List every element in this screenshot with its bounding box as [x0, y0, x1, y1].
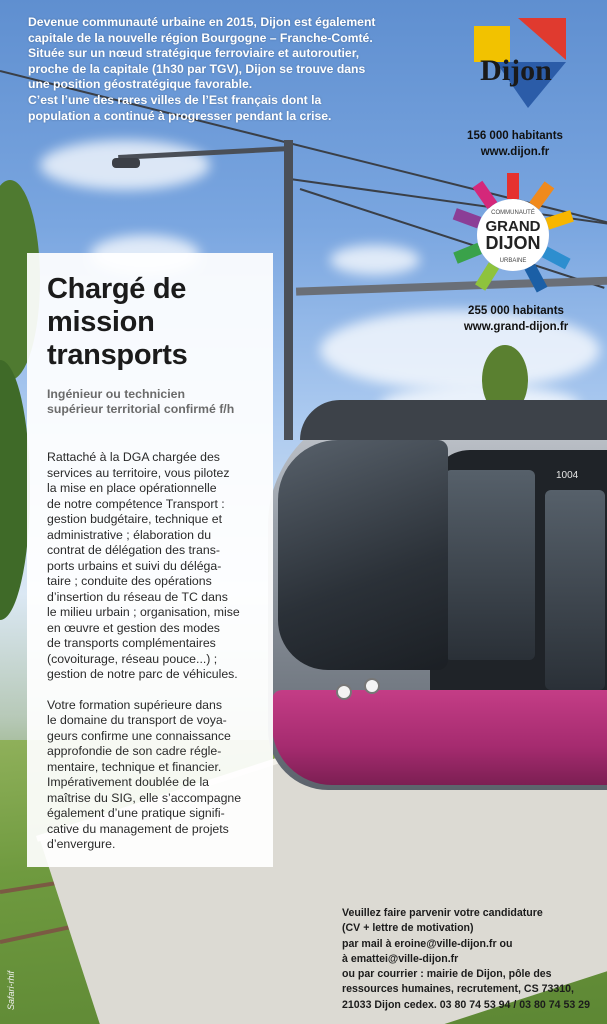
job-line: la mise en place opérationnelle: [47, 481, 217, 495]
logo-ray: [545, 210, 573, 229]
job-subtitle-line: Ingénieur ou technicien: [47, 387, 186, 401]
tree: [0, 360, 30, 620]
contact-line: ressources humaines, recrutement, CS 73310,: [342, 983, 574, 996]
dijon-website: www.dijon.fr: [480, 146, 550, 158]
intro-line: C’est l’une des rares villes de l’Est français dont la: [28, 92, 322, 107]
photo-credit: Safari-rhif: [6, 970, 16, 1010]
intro-line: proche de la capitale (1h30 par TGV), Dijon se trouve dans: [28, 61, 366, 76]
tram-roof: [300, 400, 607, 440]
job-line: services au territoire, vous pilotez: [47, 465, 230, 480]
grand-dijon-website: www.grand-dijon.fr: [463, 321, 569, 333]
contact-line: Veuillez faire parvenir votre candidature: [342, 907, 543, 919]
logo-ray: [453, 208, 482, 228]
tram-headlight: [336, 684, 352, 700]
job-subtitle-line: supérieur territorial confirmé f/h: [47, 402, 235, 416]
logo-dijon: DIJON: [485, 233, 541, 253]
job-line: mentaire, technique et financier.: [47, 759, 222, 774]
street-lamp: [112, 158, 140, 168]
contact-line: par mail à eroine@ville-dijon.fr ou: [342, 937, 513, 950]
contact-line: à emattei@ville-dijon.fr: [342, 952, 459, 965]
job-line: de transports complémentaires: [47, 636, 216, 650]
contact-line: 21033 Dijon cedex. 03 80 74 53 94 / 03 80 74 53 29: [342, 998, 590, 1011]
application-contact: [342, 906, 604, 1013]
logo-ray: [542, 247, 571, 270]
job-subtitle: [47, 387, 267, 417]
job-line: gestion de notre parc de véhicules.: [47, 667, 238, 681]
grand-dijon-logo: [446, 173, 580, 295]
job-line: de notre compétence Transport :: [47, 496, 225, 511]
job-line: gestion budgétaire, technique et: [47, 512, 223, 526]
tram-skirt: [272, 690, 607, 785]
tram-window: [445, 470, 535, 660]
job-line: Rattaché à la DGA chargée des: [47, 450, 220, 464]
logo-urbaine: URBAINE: [499, 258, 527, 264]
intro-line: Située sur un nœud stratégique ferroviaire et autoroutier,: [28, 46, 360, 61]
job-line: maîtrise du SIG, elle s’accompagne: [47, 790, 242, 805]
intro-line: Devenue communauté urbaine en 2015, Dijon est également: [28, 15, 376, 29]
street-pole: [284, 140, 293, 440]
grand-dijon-info: [452, 303, 580, 335]
job-line: Votre formation supérieure dans: [47, 697, 222, 712]
job-line: taire ; conduite des opérations: [47, 574, 212, 588]
contact-line: (CV + lettre de motivation): [342, 922, 474, 935]
dijon-logo-text: Dijon: [480, 54, 552, 87]
logo-grand: GRAND: [485, 218, 541, 235]
job-line: le milieu urbain ; organisation, mise: [47, 605, 240, 619]
job-line: cative du management de projets: [47, 821, 229, 836]
job-line: d’insertion du réseau de TC dans: [47, 589, 228, 604]
job-line: d’envergure.: [47, 837, 116, 851]
contact-line: ou par courrier : mairie de Dijon, pôle des: [342, 968, 552, 981]
job-line: également d’une pratique signifi-: [47, 806, 225, 820]
intro-text: [28, 15, 438, 124]
dijon-info: [450, 128, 580, 160]
logo-ray: [475, 262, 499, 290]
job-title-line: Chargé de: [47, 273, 187, 305]
logo-communaute: COMMUNAUTÉ: [491, 210, 535, 216]
job-line: ports urbains et suivi du déléga-: [47, 558, 222, 573]
job-line: en œuvre et gestion des modes: [47, 620, 220, 635]
job-title-line: mission: [47, 306, 155, 338]
job-line: administrative ; élaboration du: [47, 527, 212, 542]
job-line: geurs confirme une connaissance: [47, 728, 231, 743]
intro-line: capitale de la nouvelle région Bourgogne – Franche-Comté.: [28, 30, 373, 45]
job-paragraph-duties: [47, 450, 259, 683]
intro-line: population a continué à progresser pendant la crise.: [28, 108, 332, 123]
tram-door-window: [545, 490, 605, 690]
job-title-line: transports: [47, 339, 188, 371]
tram-number: 1004: [556, 470, 579, 481]
job-description: [47, 450, 259, 868]
logo-ray: [525, 264, 548, 293]
dijon-population: 156 000 habitants: [467, 130, 563, 142]
cloud: [330, 245, 420, 275]
job-line: approfondie de son cadre régle-: [47, 744, 222, 758]
intro-line: une position géostratégique favorable.: [28, 77, 253, 92]
job-line: contrat de délégation des trans-: [47, 543, 220, 557]
grand-dijon-population: 255 000 habitants: [468, 305, 564, 317]
job-line: le domaine du transport de voya-: [47, 713, 227, 727]
job-paragraph-profile: [47, 698, 259, 853]
job-title: [47, 273, 267, 372]
tram-windshield: [278, 440, 448, 670]
job-line: Impérativement doublée de la: [47, 775, 210, 789]
logo-ray: [453, 243, 482, 264]
tram-headlight: [364, 678, 380, 694]
job-line: (covoiturage, réseau pouce...) ;: [47, 651, 218, 666]
dijon-logo: [466, 18, 566, 108]
logo-ray: [507, 173, 519, 199]
